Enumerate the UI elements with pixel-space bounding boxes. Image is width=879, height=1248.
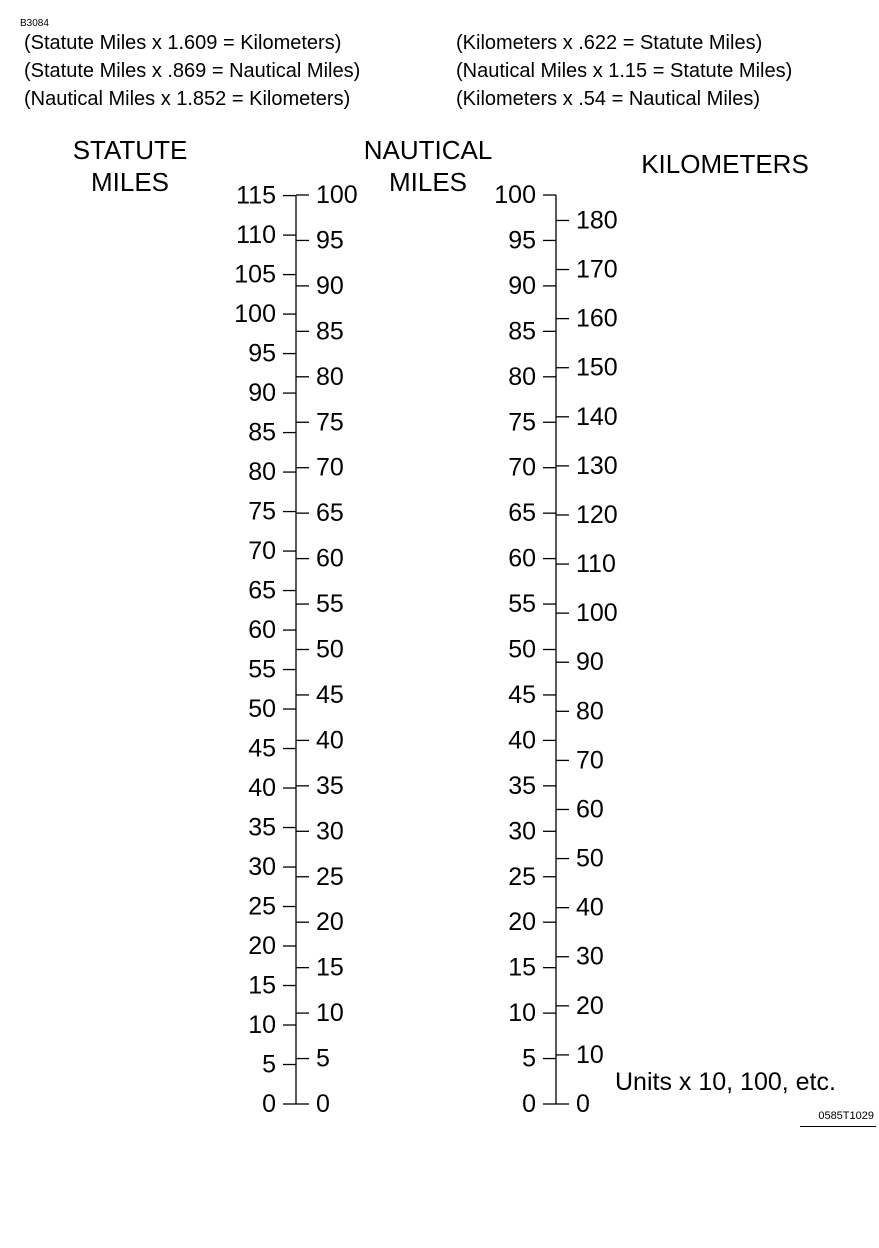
statute-tick-label: 90 (248, 379, 276, 408)
formula-km-to-nautical: (Kilometers x .54 = Nautical Miles) (456, 88, 760, 110)
formula-nautical-to-statute: (Nautical Miles x 1.15 = Statute Miles) (456, 60, 793, 82)
kilometer-tick-label: 0 (576, 1090, 590, 1118)
statute-tick-label: 0 (262, 1090, 276, 1118)
nautical-tick-label-left-scale: 85 (316, 317, 344, 346)
kilometer-tick-label: 120 (576, 500, 618, 529)
nautical-tick-label: 0 (522, 1090, 536, 1118)
nautical-tick-label-left-scale: 60 (316, 544, 344, 573)
formula-km-to-statute: (Kilometers x .622 = Statute Miles) (456, 32, 763, 54)
nautical-tick-label: 35 (508, 771, 536, 800)
statute-tick-label: 15 (248, 971, 276, 1000)
nautical-tick-label-left-scale: 0 (316, 1090, 330, 1118)
statute-tick-label: 95 (248, 339, 276, 368)
kilometer-tick-label: 140 (576, 402, 618, 431)
nautical-tick-label: 5 (522, 1044, 536, 1073)
kilometer-tick-label: 160 (576, 304, 618, 333)
nautical-tick-label-left-scale: 55 (316, 590, 344, 619)
formula-statute-to-nautical: (Statute Miles x .869 = Nautical Miles) (24, 60, 361, 82)
formula-nautical-to-km: (Nautical Miles x 1.852 = Kilometers) (24, 88, 351, 110)
statute-tick-label: 20 (248, 932, 276, 961)
nautical-tick-label-left-scale: 95 (316, 226, 344, 255)
kilometer-tick-label: 60 (576, 795, 604, 824)
nautical-tick-label-left-scale: 5 (316, 1044, 330, 1073)
statute-tick-label: 55 (248, 655, 276, 684)
statute-heading-line2: MILES (90, 167, 170, 197)
statute-tick-label: 70 (248, 537, 276, 566)
nautical-tick-label: 95 (508, 226, 536, 255)
nautical-heading-line2: MILES (388, 167, 468, 197)
nautical-tick-label-left-scale: 75 (316, 408, 344, 437)
statute-tick-label: 5 (262, 1050, 276, 1079)
statute-tick-label: 35 (248, 813, 276, 842)
statute-tick-label: 75 (248, 497, 276, 526)
nautical-tick-label: 20 (508, 908, 536, 937)
nautical-tick-label-left-scale: 45 (316, 680, 344, 709)
nautical-tick-label-left-scale: 25 (316, 862, 344, 891)
statute-tick-label: 50 (248, 695, 276, 724)
statute-tick-label: 30 (248, 853, 276, 882)
nautical-tick-label: 55 (508, 590, 536, 619)
nautical-tick-label-left-scale: 10 (316, 999, 344, 1028)
statute-tick-label: 45 (248, 734, 276, 763)
kilometer-tick-label: 70 (576, 746, 604, 775)
nautical-tick-label-left-scale: 35 (316, 771, 344, 800)
nautical-tick-label: 90 (508, 271, 536, 300)
nautical-tick-label-left-scale: 40 (316, 726, 344, 755)
statute-tick-label: 40 (248, 774, 276, 803)
kilometer-tick-label: 80 (576, 697, 604, 726)
kilometer-tick-label: 110 (576, 550, 616, 579)
statute-tick-label: 110 (236, 221, 276, 250)
nautical-tick-label: 75 (508, 408, 536, 437)
formula-statute-to-km: (Statute Miles x 1.609 = Kilometers) (24, 32, 342, 54)
nautical-tick-label: 45 (508, 680, 536, 709)
statute-tick-label: 60 (248, 616, 276, 645)
nautical-heading-line1: NAUTICAL (363, 135, 493, 165)
kilometer-tick-label: 40 (576, 893, 604, 922)
nautical-tick-label: 60 (508, 544, 536, 573)
kilometers-heading: KILOMETERS (641, 149, 809, 179)
nautical-tick-label: 30 (508, 817, 536, 846)
nautical-tick-label-left-scale: 65 (316, 499, 344, 528)
statute-tick-label: 10 (248, 1011, 276, 1040)
nautical-tick-label: 70 (508, 453, 536, 482)
statute-tick-label: 80 (248, 458, 276, 487)
nautical-tick-label: 65 (508, 499, 536, 528)
nautical-tick-label: 80 (508, 362, 536, 391)
kilometer-tick-label: 90 (576, 648, 604, 677)
kilometer-tick-label: 170 (576, 255, 618, 284)
nautical-tick-label: 100 (494, 181, 536, 209)
statute-tick-label: 115 (236, 181, 276, 210)
nautical-tick-label-left-scale: 90 (316, 271, 344, 300)
kilometer-tick-label: 180 (576, 206, 618, 235)
nautical-tick-label-left-scale: 100 (316, 181, 358, 209)
kilometer-tick-label: 50 (576, 844, 604, 873)
statute-tick-label: 85 (248, 418, 276, 447)
figure-code-top: B3084 (20, 18, 49, 29)
kilometer-tick-label: 130 (576, 451, 618, 480)
kilometer-tick-label: 150 (576, 353, 618, 382)
nautical-tick-label: 50 (508, 635, 536, 664)
kilometer-tick-label: 10 (576, 1040, 604, 1069)
nautical-tick-label-left-scale: 30 (316, 817, 344, 846)
nautical-tick-label-left-scale: 50 (316, 635, 344, 664)
statute-tick-label: 25 (248, 892, 276, 921)
statute-heading-line1: STATUTE (72, 135, 188, 165)
nautical-tick-label-left-scale: 80 (316, 362, 344, 391)
nautical-tick-label: 10 (508, 999, 536, 1028)
kilometer-tick-label: 20 (576, 991, 604, 1020)
nautical-tick-label: 25 (508, 862, 536, 891)
statute-tick-label: 105 (234, 260, 276, 289)
nautical-tick-label-left-scale: 70 (316, 453, 344, 482)
statute-tick-label: 100 (234, 300, 276, 329)
nautical-tick-label: 40 (508, 726, 536, 755)
units-multiplier-note: Units x 10, 100, etc. (615, 1068, 836, 1096)
kilometer-tick-label: 100 (576, 599, 618, 628)
kilometer-tick-label: 30 (576, 942, 604, 971)
nautical-tick-label: 85 (508, 317, 536, 346)
nautical-tick-label: 15 (508, 953, 536, 982)
nautical-tick-label-left-scale: 15 (316, 953, 344, 982)
nautical-tick-label-left-scale: 20 (316, 908, 344, 937)
statute-tick-label: 65 (248, 576, 276, 605)
figure-code-bottom: 0585T1029 (800, 1110, 876, 1127)
